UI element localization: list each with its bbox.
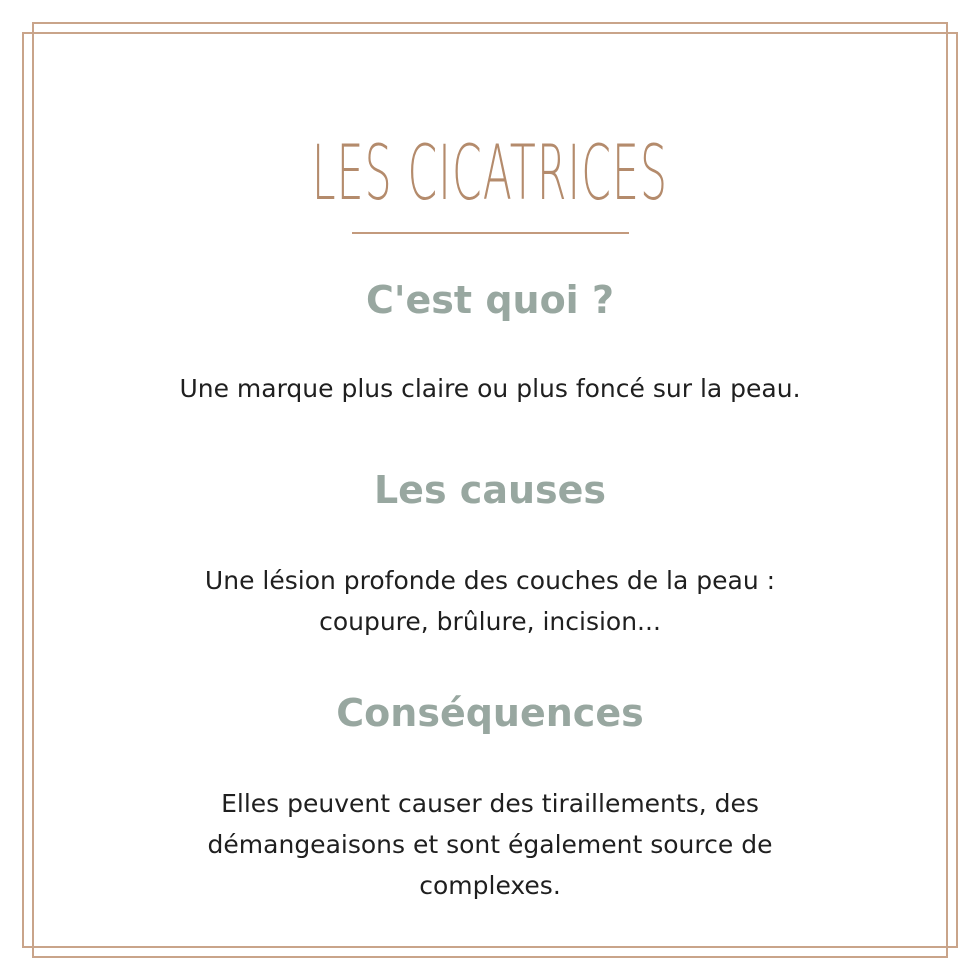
section-heading-consequences: Conséquences: [336, 691, 644, 735]
page-title: LES CICATRICES: [311, 128, 669, 217]
title-underline: [352, 232, 629, 234]
section-heading-causes: Les causes: [373, 468, 607, 512]
section-text-causes: Une lésion profonde des couches de la peau : coupure, brûlure, incision...: [204, 566, 776, 636]
section-text-what-is-it: Une marque plus claire ou plus foncé sur la peau.: [179, 374, 801, 403]
section-heading-what-is-it: C'est quoi ?: [366, 278, 614, 322]
section-text-consequences: Elles peuvent causer des tiraillements, des démangeaisons et sont également source de complexes.: [207, 789, 773, 900]
